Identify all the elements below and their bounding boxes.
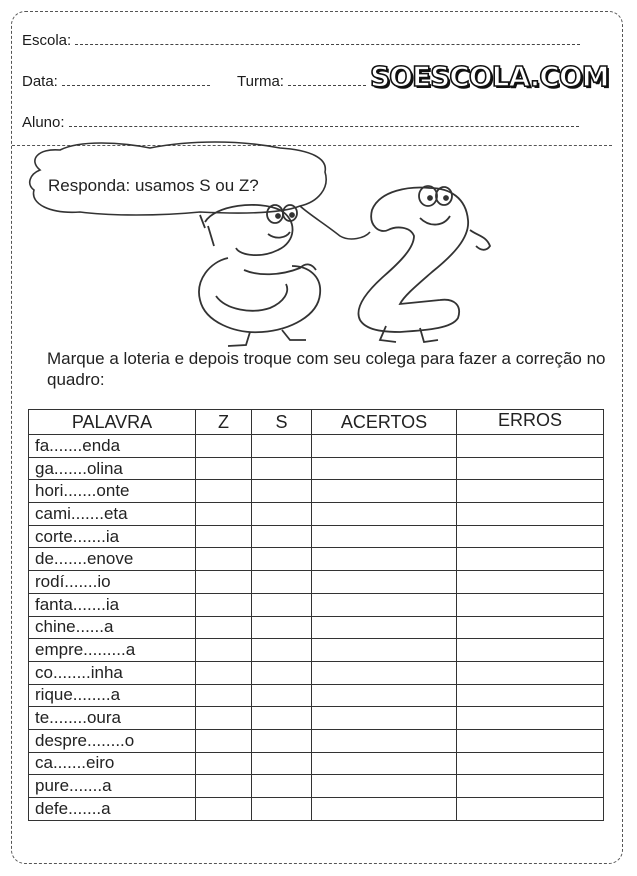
erros-cell[interactable]	[457, 661, 604, 684]
erros-cell[interactable]	[457, 457, 604, 480]
acertos-cell[interactable]	[312, 593, 457, 616]
erros-cell[interactable]	[457, 729, 604, 752]
table-row	[29, 798, 604, 821]
erros-cell[interactable]	[457, 593, 604, 616]
logo-main-text: SOESCOLA	[370, 60, 530, 93]
s-cell[interactable]	[252, 457, 312, 480]
table-header-row	[29, 410, 604, 435]
s-cell[interactable]	[252, 729, 312, 752]
erros-cell[interactable]	[457, 616, 604, 639]
z-cell[interactable]	[196, 775, 252, 798]
table-row	[29, 457, 604, 480]
acertos-cell[interactable]	[312, 525, 457, 548]
acertos-cell[interactable]	[312, 775, 457, 798]
table-row	[29, 480, 604, 503]
word-cell: co........inha	[29, 661, 196, 684]
s-cell[interactable]	[252, 661, 312, 684]
z-cell[interactable]	[196, 525, 252, 548]
s-cell[interactable]	[252, 525, 312, 548]
z-cell[interactable]	[196, 661, 252, 684]
word-cell: hori.......onte	[29, 480, 196, 503]
letter-z-character	[358, 186, 490, 342]
z-cell[interactable]	[196, 480, 252, 503]
s-cell[interactable]	[252, 571, 312, 594]
word-cell: empre.........a	[29, 639, 196, 662]
answer-table	[28, 409, 604, 821]
word-cell: rodí.......io	[29, 571, 196, 594]
z-cell[interactable]	[196, 729, 252, 752]
s-cell[interactable]	[252, 752, 312, 775]
s-cell[interactable]	[252, 798, 312, 821]
erros-cell[interactable]	[457, 548, 604, 571]
word-cell: chine......a	[29, 616, 196, 639]
table-row	[29, 775, 604, 798]
erros-cell[interactable]	[457, 435, 604, 458]
z-cell[interactable]	[196, 798, 252, 821]
table-row	[29, 525, 604, 548]
word-cell: rique........a	[29, 684, 196, 707]
word-cell: despre........o	[29, 729, 196, 752]
word-cell: te........oura	[29, 707, 196, 730]
word-cell: fanta.......ia	[29, 593, 196, 616]
table-row	[29, 729, 604, 752]
logo-suffix-text: .COM	[529, 60, 609, 93]
s-cell[interactable]	[252, 503, 312, 526]
table-row	[29, 503, 604, 526]
acertos-cell[interactable]	[312, 798, 457, 821]
turma-label: Turma:	[237, 73, 284, 90]
table-row	[29, 616, 604, 639]
s-cell[interactable]	[252, 435, 312, 458]
erros-cell[interactable]	[457, 775, 604, 798]
acertos-cell[interactable]	[312, 729, 457, 752]
erros-cell[interactable]	[457, 480, 604, 503]
word-cell: pure.......a	[29, 775, 196, 798]
acertos-cell[interactable]	[312, 616, 457, 639]
acertos-cell[interactable]	[312, 435, 457, 458]
header-acertos: ACERTOS	[312, 410, 457, 435]
header-erros: ERROS	[457, 410, 604, 435]
erros-cell[interactable]	[457, 525, 604, 548]
s-cell[interactable]	[252, 616, 312, 639]
s-cell[interactable]	[252, 639, 312, 662]
acertos-cell[interactable]	[312, 684, 457, 707]
instruction-text: Marque a loteria e depois troque com seu colega para fazer a correção no quadro:	[47, 349, 606, 389]
speech-bubble-text: Responda: usamos S ou Z?	[48, 176, 259, 195]
z-cell[interactable]	[196, 548, 252, 571]
erros-cell[interactable]	[457, 684, 604, 707]
table-row	[29, 435, 604, 458]
erros-cell[interactable]	[457, 707, 604, 730]
table-row	[29, 571, 604, 594]
z-cell[interactable]	[196, 684, 252, 707]
erros-cell[interactable]	[457, 798, 604, 821]
table-row	[29, 593, 604, 616]
acertos-cell[interactable]	[312, 548, 457, 571]
s-cell[interactable]	[252, 684, 312, 707]
s-cell[interactable]	[252, 593, 312, 616]
erros-cell[interactable]	[457, 639, 604, 662]
word-cell: fa.......enda	[29, 435, 196, 458]
aluno-label: Aluno:	[22, 114, 65, 131]
z-cell[interactable]	[196, 639, 252, 662]
acertos-cell[interactable]	[312, 707, 457, 730]
z-cell[interactable]	[196, 616, 252, 639]
erros-cell[interactable]	[457, 571, 604, 594]
word-cell: defe.......a	[29, 798, 196, 821]
word-cell: de.......enove	[29, 548, 196, 571]
word-cell: ca.......eiro	[29, 752, 196, 775]
illustration	[0, 0, 637, 400]
header-palavra: PALAVRA	[29, 410, 196, 435]
z-cell[interactable]	[196, 752, 252, 775]
table-row	[29, 707, 604, 730]
acertos-cell[interactable]	[312, 503, 457, 526]
word-cell: ga.......olina	[29, 457, 196, 480]
erros-cell[interactable]	[457, 503, 604, 526]
s-cell[interactable]	[252, 775, 312, 798]
z-cell[interactable]	[196, 503, 252, 526]
s-cell[interactable]	[252, 707, 312, 730]
header-z: Z	[196, 410, 252, 435]
s-cell[interactable]	[252, 548, 312, 571]
acertos-cell[interactable]	[312, 571, 457, 594]
z-cell[interactable]	[196, 435, 252, 458]
table-body	[29, 435, 604, 821]
acertos-cell[interactable]	[312, 661, 457, 684]
acertos-cell[interactable]	[312, 752, 457, 775]
table-row	[29, 661, 604, 684]
word-cell: cami.......eta	[29, 503, 196, 526]
acertos-cell[interactable]	[312, 480, 457, 503]
letter-s-character	[199, 205, 320, 346]
s-cell[interactable]	[252, 480, 312, 503]
z-cell[interactable]	[196, 593, 252, 616]
z-cell[interactable]	[196, 571, 252, 594]
acertos-cell[interactable]	[312, 457, 457, 480]
escola-label: Escola:	[22, 32, 72, 49]
data-label: Data:	[22, 73, 58, 90]
z-cell[interactable]	[196, 707, 252, 730]
acertos-cell[interactable]	[312, 639, 457, 662]
table-row	[29, 639, 604, 662]
table-row	[29, 752, 604, 775]
erros-cell[interactable]	[457, 752, 604, 775]
header-s: S	[252, 410, 312, 435]
table-row	[29, 548, 604, 571]
word-cell: corte.......ia	[29, 525, 196, 548]
table-row	[29, 684, 604, 707]
z-cell[interactable]	[196, 457, 252, 480]
